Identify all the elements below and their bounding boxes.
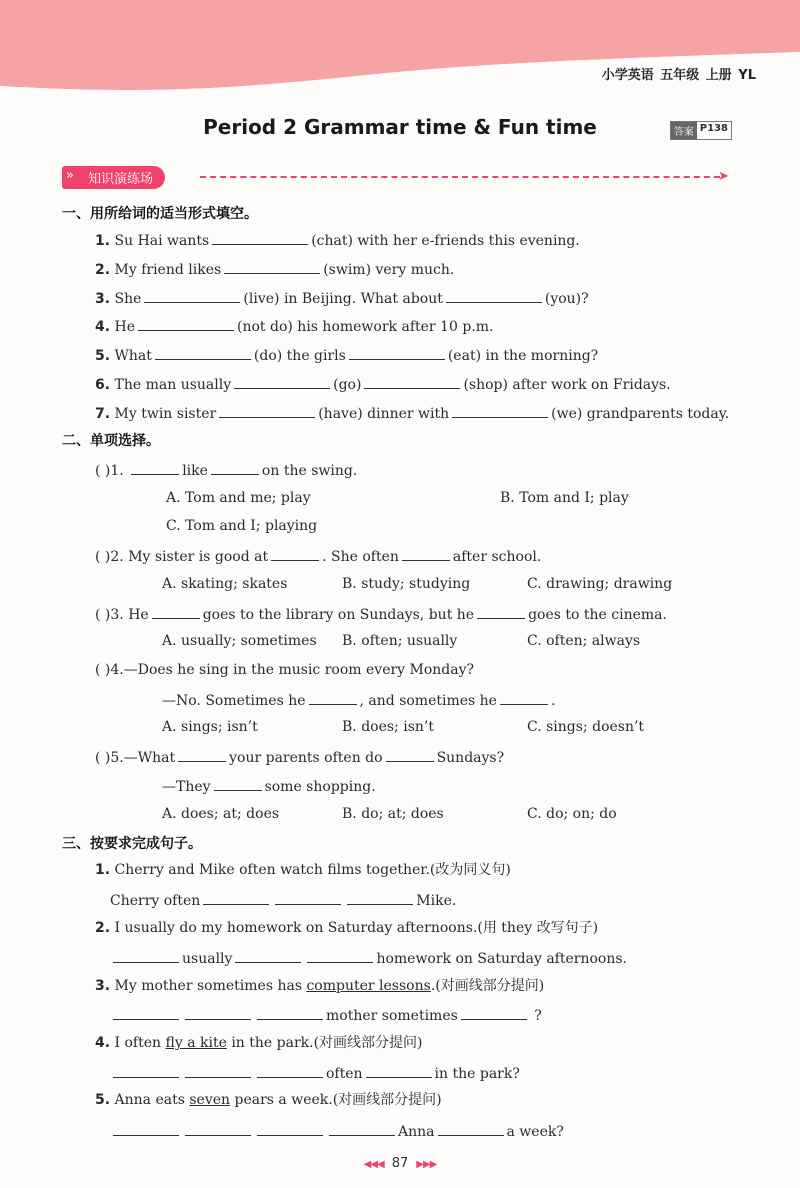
- rewrite-answer-2: usually homework on Saturday afternoons.: [110, 948, 627, 968]
- mc-option-a: A. does; at; does: [162, 806, 280, 822]
- blank[interactable]: [212, 230, 308, 245]
- answer-paren[interactable]: ( ): [95, 463, 111, 479]
- fill-item-4: 4. He (not do) his homework after 10 p.m.: [95, 316, 493, 336]
- rewrite-question-1: 1. Cherry and Mike often watch films together.(改为同义句): [95, 862, 511, 878]
- book-tag: 小学英语 五年级 上册 YL: [601, 68, 756, 83]
- mc-option-c: C. sings; doesn’t: [527, 719, 645, 735]
- blank[interactable]: [203, 890, 269, 905]
- page-number: 87: [391, 1156, 409, 1171]
- rewrite-answer-4: often in the park?: [110, 1063, 520, 1083]
- left-arrows-icon: ◀◀◀: [363, 1159, 384, 1170]
- blank[interactable]: [257, 1121, 323, 1136]
- blank[interactable]: [144, 288, 240, 303]
- mc-option-b: B. study; studying: [342, 576, 471, 592]
- blank[interactable]: [138, 316, 234, 331]
- blank[interactable]: [402, 546, 450, 561]
- underlined-phrase: fly a kite: [165, 1035, 227, 1051]
- blank[interactable]: [307, 948, 373, 963]
- answer-label: 答案: [671, 122, 697, 139]
- blank[interactable]: [329, 1121, 395, 1136]
- blank[interactable]: [275, 890, 341, 905]
- section-badge: [62, 166, 165, 189]
- blank[interactable]: [386, 747, 434, 762]
- answer-paren[interactable]: ( ): [95, 662, 111, 678]
- mc-question-3: ( )3. He goes to the library on Sundays, but he goes to the cinema.: [95, 604, 667, 624]
- blank[interactable]: [461, 1005, 527, 1020]
- rewrite-question-3: 3. My mother sometimes has computer lessons.(对画线部分提问): [95, 978, 545, 994]
- blank[interactable]: [185, 1121, 251, 1136]
- blank[interactable]: [271, 546, 319, 561]
- blank[interactable]: [257, 1005, 323, 1020]
- blank[interactable]: [211, 460, 259, 475]
- answer-page: P138: [699, 123, 728, 134]
- blank[interactable]: [366, 1063, 432, 1078]
- mc-option-a: A. skating; skates: [162, 576, 288, 592]
- blank[interactable]: [347, 890, 413, 905]
- blank[interactable]: [257, 1063, 323, 1078]
- blank[interactable]: [234, 374, 330, 389]
- mc-option-b: B. do; at; does: [342, 806, 444, 822]
- underlined-phrase: computer lessons: [306, 978, 431, 994]
- blank[interactable]: [178, 747, 226, 762]
- page-title: Period 2 Grammar time & Fun time: [203, 115, 597, 139]
- fill-item-2: 2. My friend likes (swim) very much.: [95, 259, 454, 279]
- section-header: [62, 166, 165, 188]
- blank[interactable]: [131, 460, 179, 475]
- blank[interactable]: [446, 288, 542, 303]
- rewrite-answer-1: Cherry often Mike.: [110, 890, 456, 910]
- fill-item-7: 7. My twin sister (have) dinner with (we) grandparents today.: [95, 403, 729, 423]
- blank[interactable]: [185, 1063, 251, 1078]
- answer-paren[interactable]: ( ): [95, 750, 111, 766]
- header-band: [0, 0, 800, 100]
- double-arrow-icon: »: [66, 167, 74, 183]
- blank[interactable]: [214, 776, 262, 791]
- section-badge-label: 知识演练场: [88, 171, 154, 187]
- mc-option-b: B. does; isn’t: [342, 719, 434, 735]
- blank[interactable]: [309, 690, 357, 705]
- blank[interactable]: [452, 403, 548, 418]
- blank[interactable]: [113, 948, 179, 963]
- blank[interactable]: [235, 948, 301, 963]
- blank[interactable]: [113, 1005, 179, 1020]
- mc-question-5-reply: —They some shopping.: [162, 776, 376, 796]
- fill-item-5: 5. What (do) the girls (eat) in the morning?: [95, 345, 598, 365]
- blank[interactable]: [224, 259, 320, 274]
- mc-question-2: ( )2. My sister is good at . She often after school.: [95, 546, 541, 566]
- mc-option-a: A. usually; sometimes: [162, 633, 317, 649]
- fill-item-6: 6. The man usually (go) (shop) after work on Fridays.: [95, 374, 671, 394]
- mc-question-5: ( )5.—What your parents often do Sundays?: [95, 747, 504, 767]
- blank[interactable]: [185, 1005, 251, 1020]
- part1-heading: 一、用所给词的适当形式填空。: [62, 206, 258, 222]
- blank[interactable]: [219, 403, 315, 418]
- mc-option-b: B. often; usually: [342, 633, 458, 649]
- blank[interactable]: [477, 604, 525, 619]
- page-footer: [0, 1156, 800, 1171]
- blank[interactable]: [152, 604, 200, 619]
- blank[interactable]: [364, 374, 460, 389]
- underlined-phrase: seven: [189, 1092, 231, 1108]
- blank[interactable]: [113, 1121, 179, 1136]
- rewrite-answer-3: mother sometimes ?: [110, 1005, 542, 1025]
- mc-option-a: A. sings; isn’t: [162, 719, 258, 735]
- fill-item-1: 1. Su Hai wants (chat) with her e-friends this evening.: [95, 230, 580, 250]
- mc-option-c: C. Tom and I; playing: [166, 518, 318, 534]
- answer-reference: [670, 121, 732, 140]
- rewrite-question-5: 5. Anna eats seven pears a week.(对画线部分提问): [95, 1092, 442, 1108]
- blank[interactable]: [349, 345, 445, 360]
- blank[interactable]: [438, 1121, 504, 1136]
- answer-paren[interactable]: ( ): [95, 607, 111, 623]
- fill-item-3: 3. She (live) in Beijing. What about (you)?: [95, 288, 589, 308]
- part2-heading: 二、单项选择。: [62, 433, 160, 449]
- right-arrows-icon: ▶▶▶: [416, 1159, 437, 1170]
- rewrite-question-4: 4. I often fly a kite in the park.(对画线部分提问): [95, 1035, 423, 1051]
- section-divider: [200, 176, 720, 178]
- rewrite-answer-5: Anna a week?: [110, 1121, 564, 1141]
- mc-question-4: ( )4.—Does he sing in the music room every Monday?: [95, 662, 475, 678]
- part3-heading: 三、按要求完成句子。: [62, 836, 202, 852]
- blank[interactable]: [113, 1063, 179, 1078]
- mc-question-1: ( )1. like on the swing.: [95, 460, 357, 480]
- mc-option-c: C. do; on; do: [527, 806, 617, 822]
- blank[interactable]: [155, 345, 251, 360]
- mc-option-a: A. Tom and me; play: [166, 490, 311, 506]
- mc-option-c: C. often; always: [527, 633, 641, 649]
- blank[interactable]: [500, 690, 548, 705]
- rewrite-question-2: 2. I usually do my homework on Saturday afternoons.(用 they 改写句子): [95, 920, 599, 936]
- mc-option-b: B. Tom and I; play: [500, 490, 629, 506]
- mc-question-4-reply: —No. Sometimes he , and sometimes he .: [162, 690, 555, 710]
- mc-option-c: C. drawing; drawing: [527, 576, 673, 592]
- answer-paren[interactable]: ( ): [95, 549, 111, 565]
- arrow-right-icon: ➤: [718, 169, 729, 184]
